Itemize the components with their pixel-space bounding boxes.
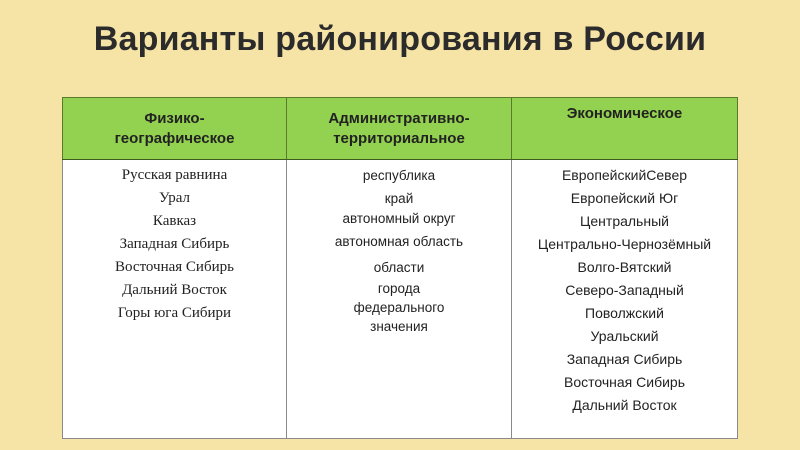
economic-cell <box>512 160 738 439</box>
page-title: Варианты районирования в России <box>93 20 707 58</box>
header-physical-geographic <box>63 98 287 160</box>
administrative-territorial-list <box>291 164 507 336</box>
list-item: Дальний Восток <box>122 282 227 298</box>
list-item: Западная Сибирь <box>119 236 230 252</box>
list-item: города федерального значения <box>353 281 445 334</box>
list-item: Европейский Юг <box>570 190 679 206</box>
list-item: Дальний Восток <box>572 397 677 413</box>
list-item: Восточная Сибирь <box>564 374 685 390</box>
physical-geographic-list <box>67 164 282 325</box>
header-economic <box>512 98 738 160</box>
list-item: Восточная Сибирь <box>115 259 234 275</box>
list-item: Русская равнина <box>121 167 228 183</box>
list-item: республика <box>362 168 436 183</box>
list-item: автономная область <box>334 234 464 249</box>
header-line: территориальное <box>333 129 465 147</box>
list-item: Северо-Западный <box>565 282 684 298</box>
list-item: край <box>384 191 414 206</box>
list-item: Волго-Вятский <box>577 259 672 275</box>
list-item: Горы юга Сибири <box>117 305 232 321</box>
table-header-row <box>63 98 738 160</box>
list-item: Урал <box>158 190 191 206</box>
list-item: Уральский <box>590 328 659 344</box>
header-line: географическое <box>114 129 235 147</box>
list-item: Поволжский <box>585 305 664 321</box>
economic-list <box>516 164 733 417</box>
list-item: Центрально-Чернозёмный <box>537 236 712 252</box>
list-item: Центральный <box>580 213 669 229</box>
list-item: ЕвропейскийСевер <box>561 167 688 183</box>
administrative-territorial-cell <box>287 160 512 439</box>
list-item: области <box>373 260 425 275</box>
list-item: Западная Сибирь <box>566 351 683 367</box>
header-line: Физико- <box>144 109 205 127</box>
list-item: автономный округ <box>342 211 456 226</box>
table-body-row <box>63 160 738 439</box>
header-line: Административно- <box>328 109 470 127</box>
list-item: Кавказ <box>152 213 197 229</box>
header-administrative-territorial <box>287 98 512 160</box>
header-line: Экономическое <box>566 105 683 122</box>
regionalization-table <box>62 97 738 439</box>
physical-geographic-cell <box>63 160 287 439</box>
